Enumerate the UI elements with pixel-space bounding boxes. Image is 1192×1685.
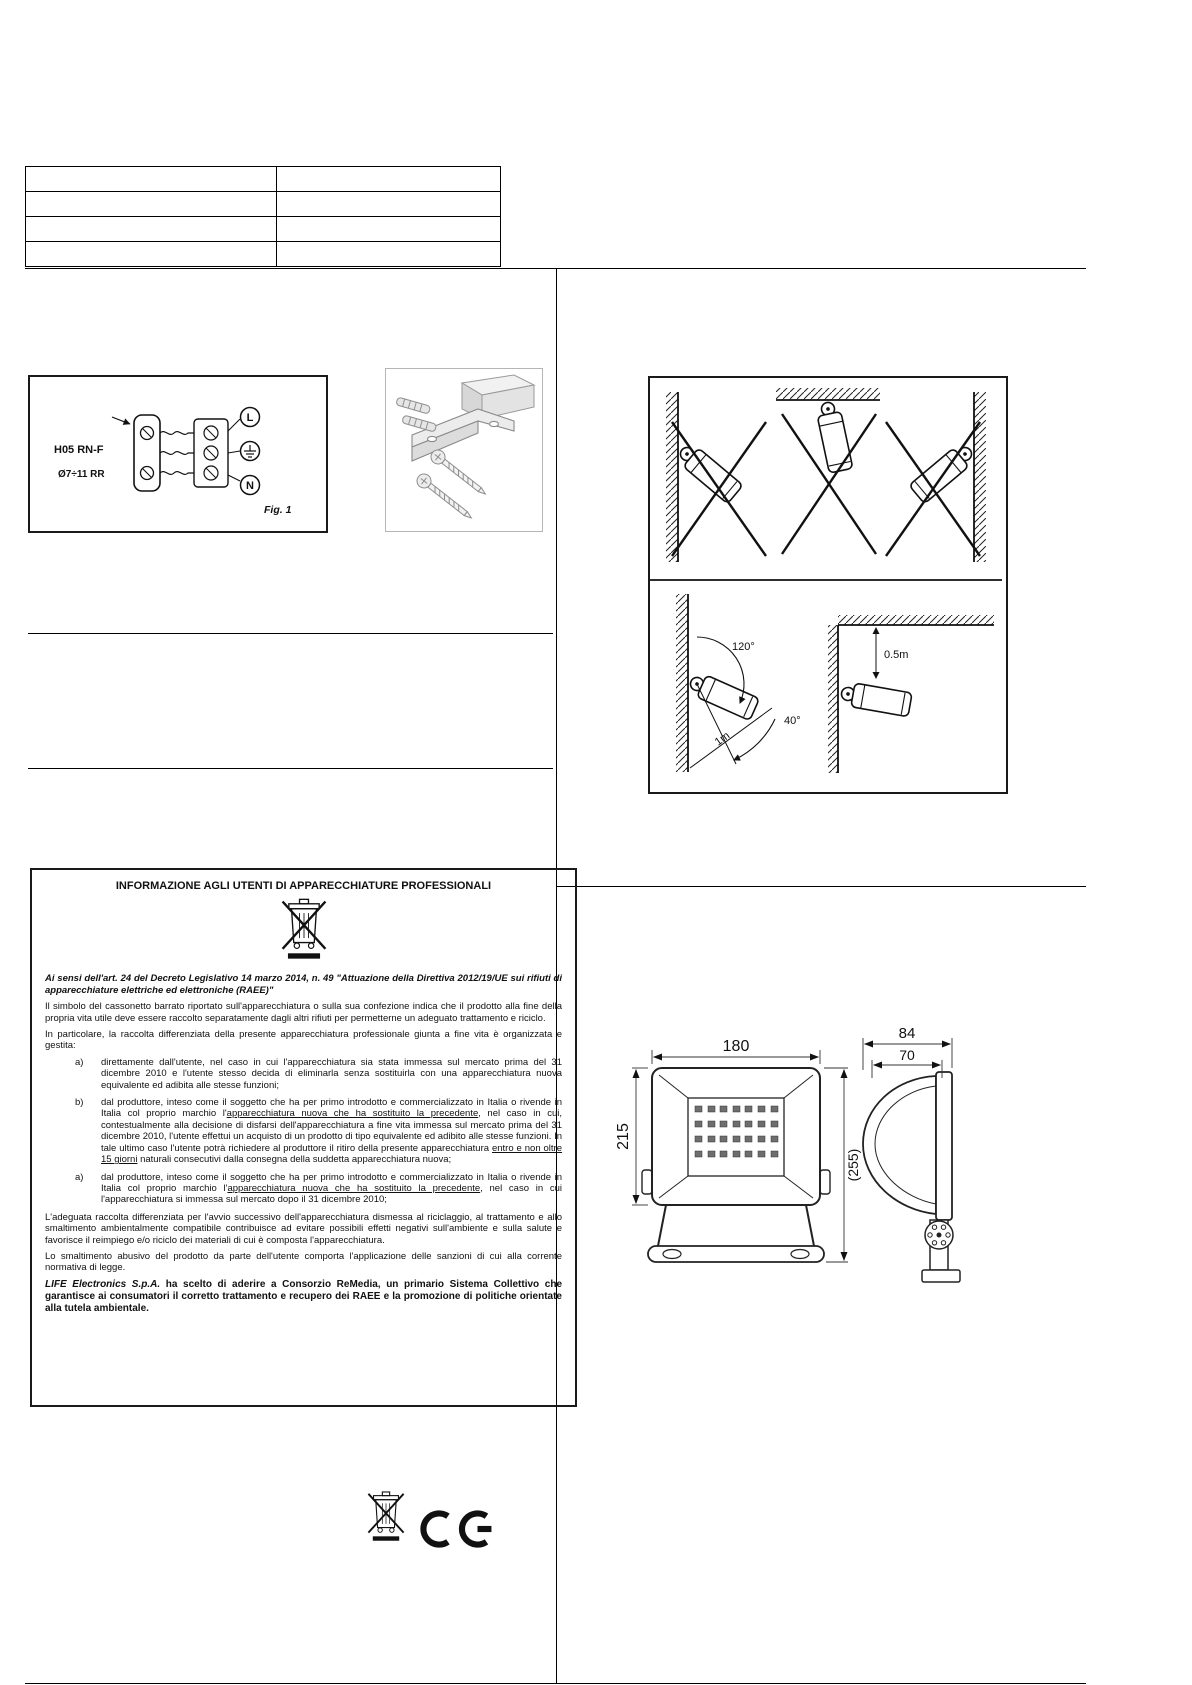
distance-05m-label: 0.5m xyxy=(884,649,909,661)
wall-hatch xyxy=(676,594,688,772)
led-grid xyxy=(695,1106,778,1157)
neutral-terminal-label: N xyxy=(246,480,254,492)
terminal-block xyxy=(194,419,228,487)
table-row xyxy=(26,167,501,192)
forbidden-wall-left xyxy=(666,392,766,562)
ceiling-hatch xyxy=(838,615,994,625)
wall-plug xyxy=(402,415,437,432)
dimension-drawing xyxy=(600,1020,1010,1310)
table-cell xyxy=(26,192,277,217)
weee-bin-icon xyxy=(277,898,331,964)
notice-paragraph: L'adeguata raccolta differenziata per l'avvio successivo dell'apparecchiatura dismessa al riciclaggio, al trattamento e allo smaltimento ambientalmente compatibile contribuisce ad evitare possibili effetti negativi sull'ambiente e sulla salute e favorisce il reimpiego e/o riciclo dei materiali di cui è composta l'apparecchiatura. xyxy=(45,1211,562,1246)
inner-depth-label: 70 xyxy=(899,1047,915,1063)
weee-bin-icon xyxy=(364,1484,408,1552)
closing-statement: LIFE Electronics S.p.A. ha scelto di aderire a Consorzio ReMedia, un primario Sistema Collettivo che garantisce ai consumatori il corretto trattamento e recupero dei RAEE e la promozione di politiche orientate alla tutela ambientale. xyxy=(45,1278,563,1314)
dimensions-figure xyxy=(600,1020,1010,1310)
page-bottom-line xyxy=(25,1683,1086,1684)
mounting-hardware-illustration xyxy=(385,368,543,532)
company-name: LIFE Electronics S.p.A. xyxy=(45,1278,161,1290)
correct-wall-mounting xyxy=(676,594,801,772)
x-mark xyxy=(672,422,766,556)
list-item xyxy=(45,1172,562,1206)
ce-mark-icon xyxy=(416,1506,498,1552)
mounting-bracket xyxy=(412,409,514,461)
width-dimension xyxy=(652,1038,820,1064)
list-item-label: a) xyxy=(75,1056,84,1068)
overall-height-label: (255) xyxy=(845,1148,861,1182)
table-cell xyxy=(277,192,501,217)
angle-120-label: 120° xyxy=(732,641,755,653)
insertion-arrow xyxy=(112,417,130,424)
front-view xyxy=(642,1068,830,1262)
orientation-diagram xyxy=(650,378,1002,788)
angle-arc xyxy=(734,719,775,760)
wall-hatch xyxy=(974,392,986,562)
cable-diameter-label: Ø7÷11 RR xyxy=(58,469,105,480)
terminal-leads xyxy=(228,419,240,481)
table-row xyxy=(26,192,501,217)
wall-hatch xyxy=(666,392,678,562)
overall-height-dimension xyxy=(824,1068,861,1262)
table-row xyxy=(26,217,501,242)
mounting-orientation-figure xyxy=(648,376,1008,794)
list-item-label: b) xyxy=(75,1097,84,1109)
notice-paragraph: In particolare, la raccolta differenziata della presente apparecchiatura professionale giunta a fine vita è organizzata e gestita: xyxy=(45,1029,562,1052)
left-divider-1 xyxy=(28,633,553,634)
angle-40-label: 40° xyxy=(784,715,801,727)
notice-paragraph: Il simbolo del cassonetto barrato riportato sull'apparecchiatura o sulla sua confezione indica che il prodotto alla fine della propria vita utile deve essere raccolto separatamente dagli altri rifiuti per permetterne un adeguato trattamento e riciclo. xyxy=(45,1001,562,1024)
table-cell xyxy=(26,167,277,192)
x-mark xyxy=(886,422,980,556)
side-view xyxy=(863,1072,960,1282)
footer-marks xyxy=(364,1484,498,1552)
floodlight-icon xyxy=(840,681,913,717)
wiring-diagram xyxy=(30,377,322,527)
floodlight-icon xyxy=(815,400,853,473)
list-item-text: dal produttore, inteso come il soggetto che ha per primo introdotto e commercializzato in Italia o rivende in Italia col proprio marchio l'apparecchiatura nuova che ha sostituito la precedente, nel caso in cui, contestualmente alla decisione di disfarsi dell'apparecchiatura a fine vita immessa sul mercato prima del 31 dicembre 2010, l'utente effettui un acquisto di un prodotto di tipo equivalente ed adibito alle stesse funzioni. In tale ultimo caso l'utente potrà richiedere al produttore il ritiro della presente apparecchiatura entro e non oltre 15 giorni naturali consecutivi dalla consegna della suddetta apparecchiatura nuova; xyxy=(101,1097,562,1166)
distance-1m-label: 1m xyxy=(712,729,733,749)
forbidden-wall-right xyxy=(886,392,986,562)
list-item-text: dal produttore, inteso come il soggetto che ha per primo introdotto e commercializzato in Italia o rivende in Italia col proprio marchio l'apparecchiatura nuova che ha sostituito la precedente, nel caso in cui l'apparecchiatura si immessa sul mercato dopo il 31 dicembre 2010; xyxy=(101,1171,563,1206)
live-terminal-label: L xyxy=(246,412,254,424)
height-label: 215 xyxy=(615,1123,632,1150)
law-reference: Ai sensi dell'art. 24 del Decreto Legislativo 14 marzo 2014, n. 49 "Attuazione della Direttiva 2012/19/UE sui rifiuti di apparecchiature elettriche ed elettroniche (RAEE)" xyxy=(45,973,562,996)
width-label: 180 xyxy=(722,1038,750,1055)
earth-terminal xyxy=(241,442,260,461)
table-cell xyxy=(277,167,501,192)
wall-hatch xyxy=(828,625,838,773)
weee-notice-title: INFORMAZIONE AGLI UTENTI DI APPARECCHIATURE PROFESSIONALI xyxy=(115,880,492,892)
height-dimension xyxy=(615,1068,648,1205)
hardware-sketch xyxy=(386,369,540,529)
table-cell xyxy=(26,217,277,242)
list-item xyxy=(45,1057,562,1091)
right-divider xyxy=(556,886,1086,887)
table-cell xyxy=(26,242,277,267)
cable-plug xyxy=(134,415,160,491)
figure-caption: Fig. 1 xyxy=(264,504,292,516)
wire-lines xyxy=(160,432,194,475)
product-spec-table xyxy=(25,166,501,267)
wiring-diagram-figure xyxy=(28,375,328,533)
cable-type-label: H05 RN-F xyxy=(54,444,104,456)
inner-depth-dimension xyxy=(872,1047,942,1078)
floodlight-icon xyxy=(686,670,759,720)
table-cell xyxy=(277,217,501,242)
correct-ceiling-clearance xyxy=(828,615,994,773)
list-item-label: a) xyxy=(75,1171,84,1183)
list-item xyxy=(45,1097,562,1165)
neutral-terminal xyxy=(241,476,260,495)
wall-plug xyxy=(396,397,431,414)
table-row xyxy=(26,242,501,267)
left-divider-2 xyxy=(28,768,553,769)
table-cell xyxy=(277,242,501,267)
ceiling-hatch xyxy=(776,388,880,400)
forbidden-ceiling xyxy=(776,388,880,554)
depth-label: 84 xyxy=(898,1025,916,1042)
live-terminal xyxy=(241,408,260,427)
weee-notice-box xyxy=(30,868,577,1407)
notice-paragraph: Lo smaltimento abusivo del prodotto da parte dell'utente comporta l'applicazione delle sanzioni di cui alla corrente normativa di legge. xyxy=(45,1250,562,1274)
weee-icon-wrap xyxy=(45,898,562,967)
list-item-text: direttamente dall'utente, nel caso in cui l'apparecchiatura sia stata immessa sul mercato prima del 31 dicembre 2010 e l'utente stesso decida di eliminarla senza sostituirla con una apparecchiatura nuova equivalente ed adibita alle stesse funzioni; xyxy=(101,1056,562,1091)
